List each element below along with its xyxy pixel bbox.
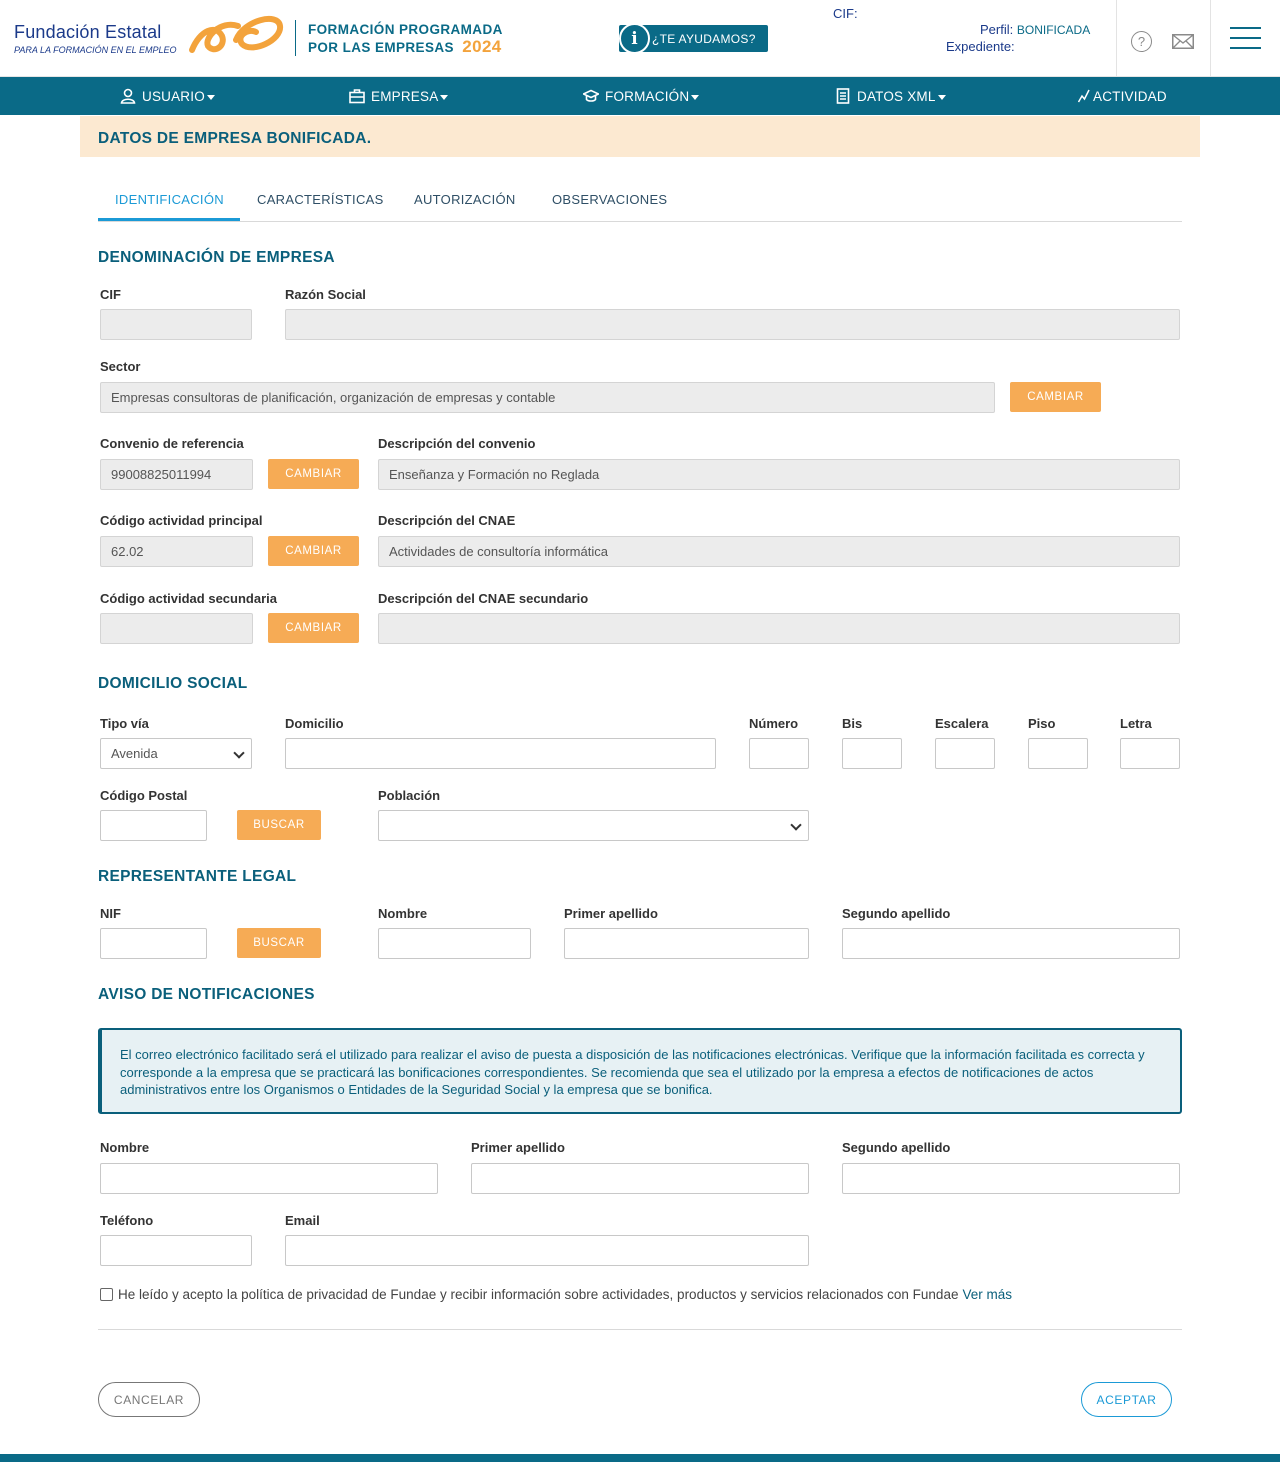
section-aviso-title: AVISO DE NOTIFICACIONES bbox=[98, 986, 315, 1003]
divider bbox=[98, 1329, 1182, 1330]
section-representante-title: REPRESENTANTE LEGAL bbox=[98, 868, 297, 885]
tab-bar bbox=[98, 180, 1182, 222]
tipo-via-value: Avenida bbox=[111, 746, 158, 761]
help-button[interactable] bbox=[619, 25, 768, 52]
desc-cnae-label: Descripción del CNAE bbox=[378, 513, 516, 528]
activity-icon bbox=[1078, 88, 1090, 104]
desc-convenio-label: Descripción del convenio bbox=[378, 436, 536, 451]
main-nav bbox=[0, 77, 1280, 115]
act-principal-field[interactable]: 62.02 bbox=[100, 536, 253, 567]
bis-input[interactable] bbox=[842, 738, 902, 769]
program-title bbox=[308, 21, 503, 56]
aviso-apellido1-label: Primer apellido bbox=[471, 1140, 565, 1155]
tab-identificacion[interactable]: IDENTIFICACIÓN bbox=[115, 192, 224, 207]
rep-apellido1-label: Primer apellido bbox=[564, 906, 658, 921]
buscar-cp-button[interactable]: BUSCAR bbox=[237, 810, 321, 840]
convenio-label: Convenio de referencia bbox=[100, 436, 244, 451]
domicilio-label: Domicilio bbox=[285, 716, 344, 731]
privacy-consent bbox=[100, 1287, 1012, 1302]
aviso-nombre-input[interactable] bbox=[100, 1163, 438, 1194]
notice-text: El correo electrónico facilitado será el utilizado para realizar el aviso de puesta a disposición de las notificaciones electrónicas. Verifique que la información facilitada es correcta y corresponde a la empresa que se practicará las bonificaciones correspondientes. Se recomienda que sea el utilizado por la empresa a efectos de notificaciones de actos administrativos entre los Organismos o Entidades de la Seguridad Social y la empresa que se bonifica. bbox=[120, 1047, 1145, 1097]
aviso-apellido2-label: Segundo apellido bbox=[842, 1140, 951, 1155]
rep-apellido1-input[interactable] bbox=[564, 928, 809, 959]
sector-label: Sector bbox=[100, 359, 141, 374]
nav-formacion[interactable] bbox=[583, 88, 699, 104]
telefono-input[interactable] bbox=[100, 1235, 252, 1266]
numero-label: Número bbox=[749, 716, 799, 731]
footer-bar bbox=[0, 1454, 1280, 1462]
poblacion-label: Población bbox=[378, 788, 441, 803]
aviso-apellido2-input[interactable] bbox=[842, 1163, 1180, 1194]
chevron-down-icon bbox=[207, 95, 215, 100]
perfil-value: BONIFICADA bbox=[1016, 23, 1091, 37]
letra-input[interactable] bbox=[1120, 738, 1180, 769]
rep-apellido2-label: Segundo apellido bbox=[842, 906, 951, 921]
poblacion-select[interactable] bbox=[378, 810, 809, 841]
graduation-cap-icon bbox=[583, 88, 599, 104]
cambiar-convenio-button[interactable]: CAMBIAR bbox=[268, 459, 359, 489]
letra-label: Letra bbox=[1120, 716, 1152, 731]
cambiar-act-principal-button[interactable]: CAMBIAR bbox=[268, 536, 359, 566]
nav-actividad[interactable] bbox=[1078, 88, 1167, 104]
razon-social-field[interactable] bbox=[285, 309, 1180, 340]
header-separator bbox=[1210, 0, 1211, 77]
ver-mas-link[interactable]: Ver más bbox=[962, 1287, 1012, 1302]
page-banner bbox=[80, 116, 1200, 157]
nav-usuario-label: USUARIO bbox=[142, 88, 205, 104]
desc-cnae-sec-label: Descripción del CNAE secundario bbox=[378, 591, 589, 606]
help-question-icon[interactable]: ? bbox=[1131, 31, 1152, 52]
numero-input[interactable] bbox=[749, 738, 809, 769]
chevron-down-icon bbox=[440, 95, 448, 100]
chevron-down-icon bbox=[233, 747, 244, 758]
cp-input[interactable] bbox=[100, 810, 207, 841]
cif-label: CIF bbox=[100, 287, 121, 302]
tab-caracteristicas[interactable]: CARACTERÍSTICAS bbox=[257, 192, 384, 207]
cancel-button[interactable]: CANCELAR bbox=[98, 1382, 200, 1417]
cif-field[interactable] bbox=[100, 309, 252, 340]
info-icon: i bbox=[619, 23, 650, 54]
logo-divider bbox=[295, 20, 296, 56]
perfil-info bbox=[980, 22, 1090, 37]
chevron-down-icon bbox=[938, 95, 946, 100]
desc-convenio-field[interactable]: Enseñanza y Formación no Reglada bbox=[378, 459, 1180, 490]
program-line-2: POR LAS EMPRESAS bbox=[308, 40, 454, 55]
program-year: 2024 bbox=[462, 37, 502, 56]
expediente-label: Expediente: bbox=[946, 39, 1015, 54]
nav-empresa[interactable] bbox=[349, 88, 448, 104]
rep-nombre-label: Nombre bbox=[378, 906, 428, 921]
accept-button[interactable]: ACEPTAR bbox=[1081, 1382, 1172, 1417]
act-secundaria-label: Código actividad secundaria bbox=[100, 591, 277, 606]
nav-datos-xml-label: DATOS XML bbox=[857, 88, 936, 104]
desc-cnae-field[interactable]: Actividades de consultoría informática bbox=[378, 536, 1180, 567]
cambiar-sector-button[interactable]: CAMBIAR bbox=[1010, 382, 1101, 412]
razon-social-label: Razón Social bbox=[285, 287, 366, 302]
rep-nombre-input[interactable] bbox=[378, 928, 531, 959]
section-denominacion-title: DENOMINACIÓN DE EMPRESA bbox=[98, 249, 335, 266]
fundae-logo-icon[interactable] bbox=[186, 10, 286, 60]
nav-empresa-label: EMPRESA bbox=[371, 88, 439, 104]
nav-actividad-label: ACTIVIDAD bbox=[1093, 88, 1167, 104]
escalera-input[interactable] bbox=[935, 738, 995, 769]
active-tab-indicator bbox=[98, 218, 240, 221]
domicilio-input[interactable] bbox=[285, 738, 716, 769]
section-domicilio-title: DOMICILIO SOCIAL bbox=[98, 675, 248, 692]
document-icon bbox=[835, 88, 851, 104]
privacy-checkbox[interactable] bbox=[100, 1288, 113, 1301]
notification-notice bbox=[98, 1028, 1182, 1114]
cambiar-act-secundaria-button[interactable]: CAMBIAR bbox=[268, 613, 359, 643]
tab-observaciones[interactable]: OBSERVACIONES bbox=[552, 192, 668, 207]
nif-input[interactable] bbox=[100, 928, 207, 959]
header-separator bbox=[1116, 0, 1117, 77]
tab-autorizacion[interactable]: AUTORIZACIÓN bbox=[414, 192, 516, 207]
help-button-label: ¿TE AYUDAMOS? bbox=[652, 32, 756, 46]
buscar-nif-button[interactable]: BUSCAR bbox=[237, 928, 321, 958]
email-label: Email bbox=[285, 1213, 320, 1228]
privacy-consent-text: He leído y acepto la política de privacidad de Fundae y recibir información sobre actividades, productos y servicios relacionados con Fundae bbox=[118, 1287, 959, 1302]
user-icon bbox=[120, 88, 136, 104]
nav-usuario[interactable] bbox=[120, 88, 215, 104]
perfil-label: Perfil: bbox=[980, 22, 1014, 37]
program-line-1: FORMACIÓN PROGRAMADA bbox=[308, 22, 503, 37]
hamburger-menu-icon[interactable] bbox=[1230, 27, 1261, 49]
header bbox=[0, 0, 1280, 77]
convenio-field[interactable]: 99008825011994 bbox=[100, 459, 253, 490]
tipo-via-label: Tipo vía bbox=[100, 716, 149, 731]
logo-title[interactable]: Fundación Estatal bbox=[14, 22, 162, 42]
nav-datos-xml[interactable] bbox=[835, 88, 946, 104]
desc-cnae-sec-field[interactable] bbox=[378, 613, 1180, 644]
tipo-via-select[interactable] bbox=[100, 738, 252, 769]
cp-label: Código Postal bbox=[100, 788, 188, 803]
email-input[interactable] bbox=[285, 1235, 809, 1266]
sector-field[interactable]: Empresas consultoras de planificación, organización de empresas y contable bbox=[100, 382, 995, 413]
nif-label: NIF bbox=[100, 906, 121, 921]
piso-label: Piso bbox=[1028, 716, 1056, 731]
bis-label: Bis bbox=[842, 716, 863, 731]
logo-subtitle: PARA LA FORMACIÓN EN EL EMPLEO bbox=[14, 45, 177, 55]
nav-formacion-label: FORMACIÓN bbox=[605, 88, 690, 104]
chevron-down-icon bbox=[790, 819, 801, 830]
aviso-apellido1-input[interactable] bbox=[471, 1163, 809, 1194]
piso-input[interactable] bbox=[1028, 738, 1088, 769]
act-secundaria-field[interactable] bbox=[100, 613, 253, 644]
telefono-label: Teléfono bbox=[100, 1213, 154, 1228]
aviso-nombre-label: Nombre bbox=[100, 1140, 150, 1155]
mail-icon[interactable] bbox=[1172, 34, 1194, 49]
chevron-down-icon bbox=[691, 95, 699, 100]
escalera-label: Escalera bbox=[935, 716, 989, 731]
act-principal-label: Código actividad principal bbox=[100, 513, 263, 528]
header-cif-label: CIF: bbox=[833, 6, 858, 21]
page-title: DATOS DE EMPRESA BONIFICADA. bbox=[98, 130, 372, 147]
rep-apellido2-input[interactable] bbox=[842, 928, 1180, 959]
briefcase-icon bbox=[349, 88, 365, 104]
